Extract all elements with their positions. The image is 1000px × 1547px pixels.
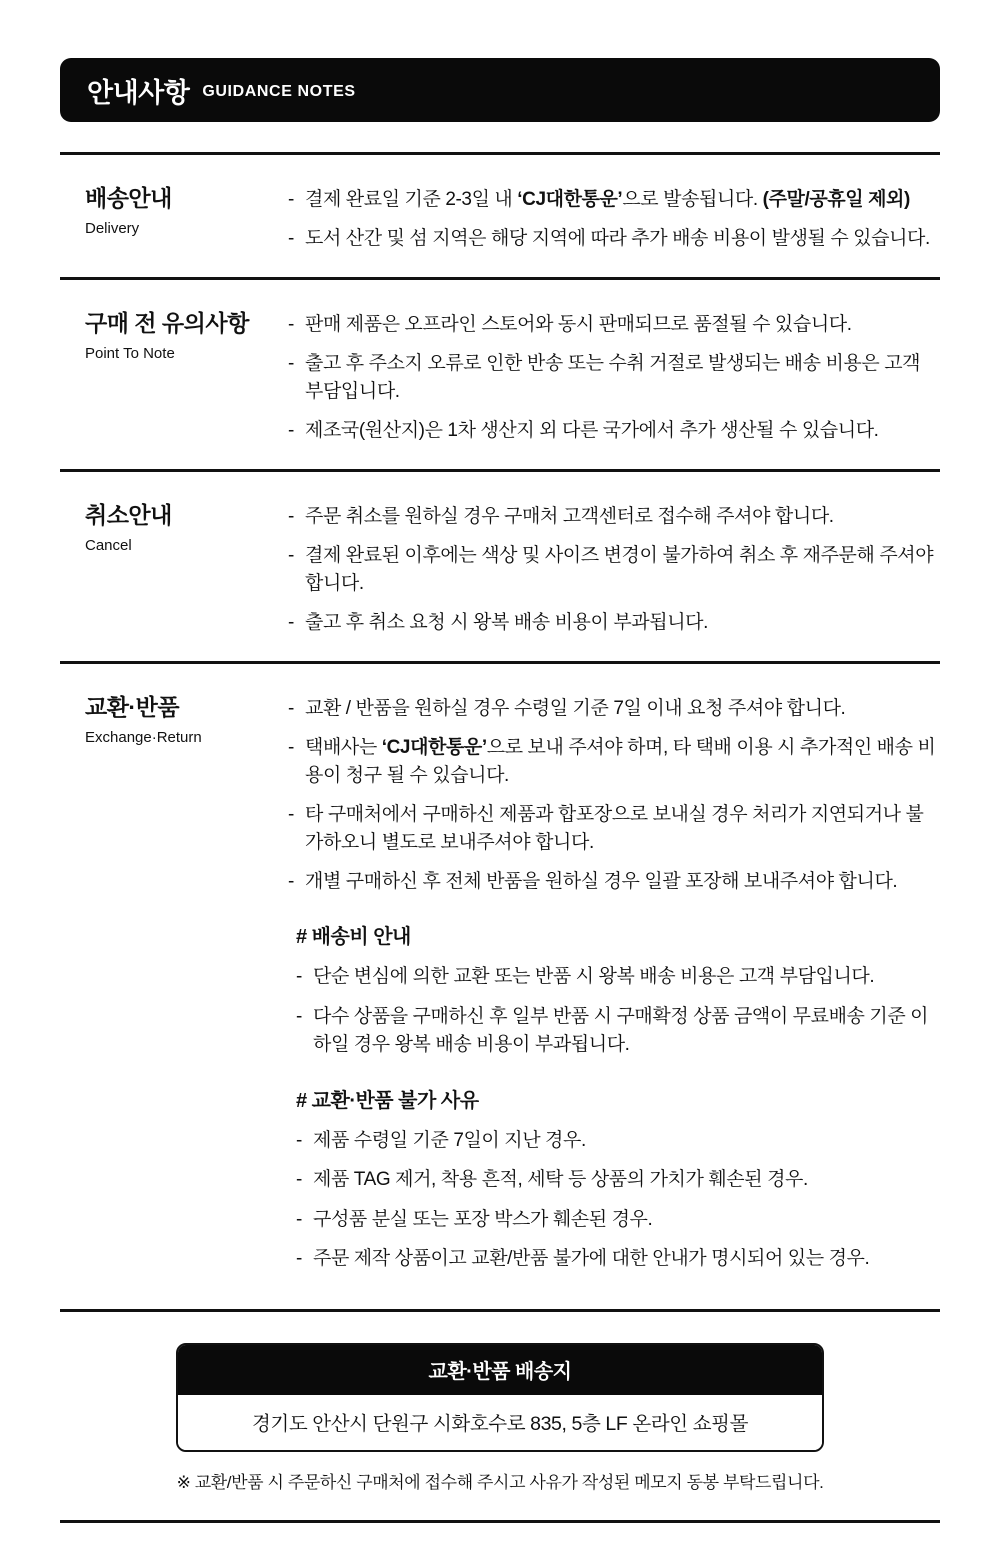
section-delivery <box>60 155 940 277</box>
list-item <box>296 1166 940 1195</box>
return-address-box <box>176 1343 824 1452</box>
bullet-dash: - <box>288 419 294 441</box>
section-title-ko: 교환·반품 <box>85 694 180 720</box>
subsection-heading: # 배송비 안내 <box>296 926 411 948</box>
section-title-en: Cancel <box>85 536 132 554</box>
list-item <box>288 311 940 340</box>
list-item-text: 제품 수령일 기준 7일이 지난 경우. <box>313 1129 586 1151</box>
list-item <box>296 1127 940 1156</box>
section-point-to-note <box>60 280 940 469</box>
bullet-dash: - <box>288 544 294 566</box>
subsection-not-allowed <box>288 1084 940 1274</box>
bullet-dash: - <box>288 611 294 633</box>
page-title: 안내사항 <box>87 77 190 108</box>
header-bar <box>60 58 940 122</box>
section-title-exchange <box>85 694 288 1285</box>
section-title-ko: 구매 전 유의사항 <box>85 310 249 336</box>
list-item <box>288 350 940 407</box>
subsection-shipping-fee <box>288 920 940 1060</box>
list-item <box>288 695 940 724</box>
list-item-text: 교환 / 반품을 원하실 경우 수령일 기준 7일 이내 요청 주셔야 합니다. <box>305 698 846 719</box>
section-body-exchange <box>288 694 940 1285</box>
list-item-text: 단순 변심에 의한 교환 또는 반품 시 왕복 배송 비용은 고객 부담입니다. <box>313 966 875 987</box>
list-item <box>296 1245 940 1274</box>
page-subtitle: GUIDANCE NOTES <box>202 82 356 100</box>
section-body-cancel <box>288 502 940 637</box>
bullet-dash: - <box>288 698 294 719</box>
list-item <box>288 542 940 599</box>
bullet-dash: - <box>288 352 294 374</box>
bullet-dash: - <box>296 1248 302 1269</box>
list-item-text: 개별 구매하신 후 전체 반품을 원하실 경우 일괄 포장해 보내주셔야 합니다. <box>305 870 898 892</box>
list-item-text: 제조국(원산지)은 1차 생산지 외 다른 국가에서 추가 생산될 수 있습니다. <box>305 419 879 441</box>
section-title-delivery <box>85 185 288 253</box>
bullet-dash: - <box>288 506 294 527</box>
list-item-text: 주문 제작 상품이고 교환/반품 불가에 대한 안내가 명시되어 있는 경우. <box>313 1248 870 1269</box>
subsection-heading: # 교환·반품 불가 사유 <box>296 1089 479 1112</box>
bullet-dash: - <box>288 870 294 892</box>
section-cancel <box>60 472 940 661</box>
list-item-text: 구성품 분실 또는 포장 박스가 훼손된 경우. <box>313 1208 653 1230</box>
list-item-text: 도서 산간 및 섬 지역은 해당 지역에 따라 추가 배송 비용이 발생될 수 있습니다. <box>305 227 930 249</box>
list-item <box>288 801 940 858</box>
list-item-text: 택배사는 ‘CJ대한통운’으로 보내 주셔야 하며, 타 택배 이용 시 추가적인 배송 비용이 청구 될 수 있습니다. <box>305 736 936 786</box>
list-item-text: 제품 TAG 제거, 착용 흔적, 세탁 등 상품의 가치가 훼손된 경우. <box>313 1169 808 1190</box>
bullet-dash: - <box>296 1129 302 1151</box>
section-body-point <box>288 310 940 445</box>
list-item-text: 판매 제품은 오프라인 스토어와 동시 판매되므로 품절될 수 있습니다. <box>305 314 852 335</box>
list-item <box>288 734 940 791</box>
section-title-ko: 배송안내 <box>85 185 172 211</box>
footnote: ※ 교환/반품 시 주문하신 구매처에 접수해 주시고 사유가 작성된 메모지 동봉 부탁드립니다. <box>176 1472 824 1492</box>
list-item <box>296 963 940 992</box>
section-title-en: Delivery <box>85 219 140 237</box>
list-item <box>296 1206 940 1235</box>
list-item <box>296 1003 940 1060</box>
list-item-text: 결제 완료된 이후에는 색상 및 사이즈 변경이 불가하여 취소 후 재주문해 주셔야 합니다. <box>305 544 934 594</box>
section-exchange-return <box>60 664 940 1309</box>
bullet-dash: - <box>288 803 294 825</box>
bullet-dash: - <box>288 189 294 210</box>
list-item <box>288 417 940 446</box>
return-address-box-title: 교환·반품 배송지 <box>178 1345 822 1395</box>
list-item <box>288 868 940 897</box>
section-title-point <box>85 310 288 445</box>
list-item <box>288 503 940 532</box>
bottom-divider <box>60 1520 940 1523</box>
bullet-dash: - <box>296 966 302 987</box>
section-title-cancel <box>85 502 288 637</box>
bullet-dash: - <box>288 736 294 758</box>
bullet-dash: - <box>296 1208 302 1230</box>
list-item <box>288 225 940 254</box>
list-item-text: 타 구매처에서 구매하신 제품과 합포장으로 보내실 경우 처리가 지연되거나 불가하오니 별도로 보내주셔야 합니다. <box>305 803 924 853</box>
section-title-ko: 취소안내 <box>85 502 172 528</box>
bullet-dash: - <box>296 1169 302 1190</box>
list-item-text: 출고 후 주소지 오류로 인한 반송 또는 수취 거절로 발생되는 배송 비용은 고객 부담입니다. <box>305 352 921 402</box>
bullet-dash: - <box>288 227 294 249</box>
list-item-text: 결제 완료일 기준 2-3일 내 ‘CJ대한통운’으로 발송됩니다. (주말/공휴일 제외) <box>305 189 910 210</box>
list-item-text: 다수 상품을 구매하신 후 일부 반품 시 구매확정 상품 금액이 무료배송 기준 이하일 경우 왕복 배송 비용이 부과됩니다. <box>313 1005 929 1055</box>
list-item-text: 주문 취소를 원하실 경우 구매처 고객센터로 접수해 주셔야 합니다. <box>305 506 834 527</box>
section-title-en: Point To Note <box>85 344 175 362</box>
list-item-text: 출고 후 취소 요청 시 왕복 배송 비용이 부과됩니다. <box>305 611 708 633</box>
bullet-dash: - <box>296 1005 302 1027</box>
list-item <box>288 186 940 215</box>
bullet-dash: - <box>288 314 294 335</box>
section-body-delivery <box>288 185 940 253</box>
section-divider <box>60 1309 940 1312</box>
return-address-text: 경기도 안산시 단원구 시화호수로 835, 5층 LF 온라인 쇼핑몰 <box>178 1395 822 1450</box>
section-title-en: Exchange·Return <box>85 728 202 746</box>
list-item <box>288 609 940 638</box>
